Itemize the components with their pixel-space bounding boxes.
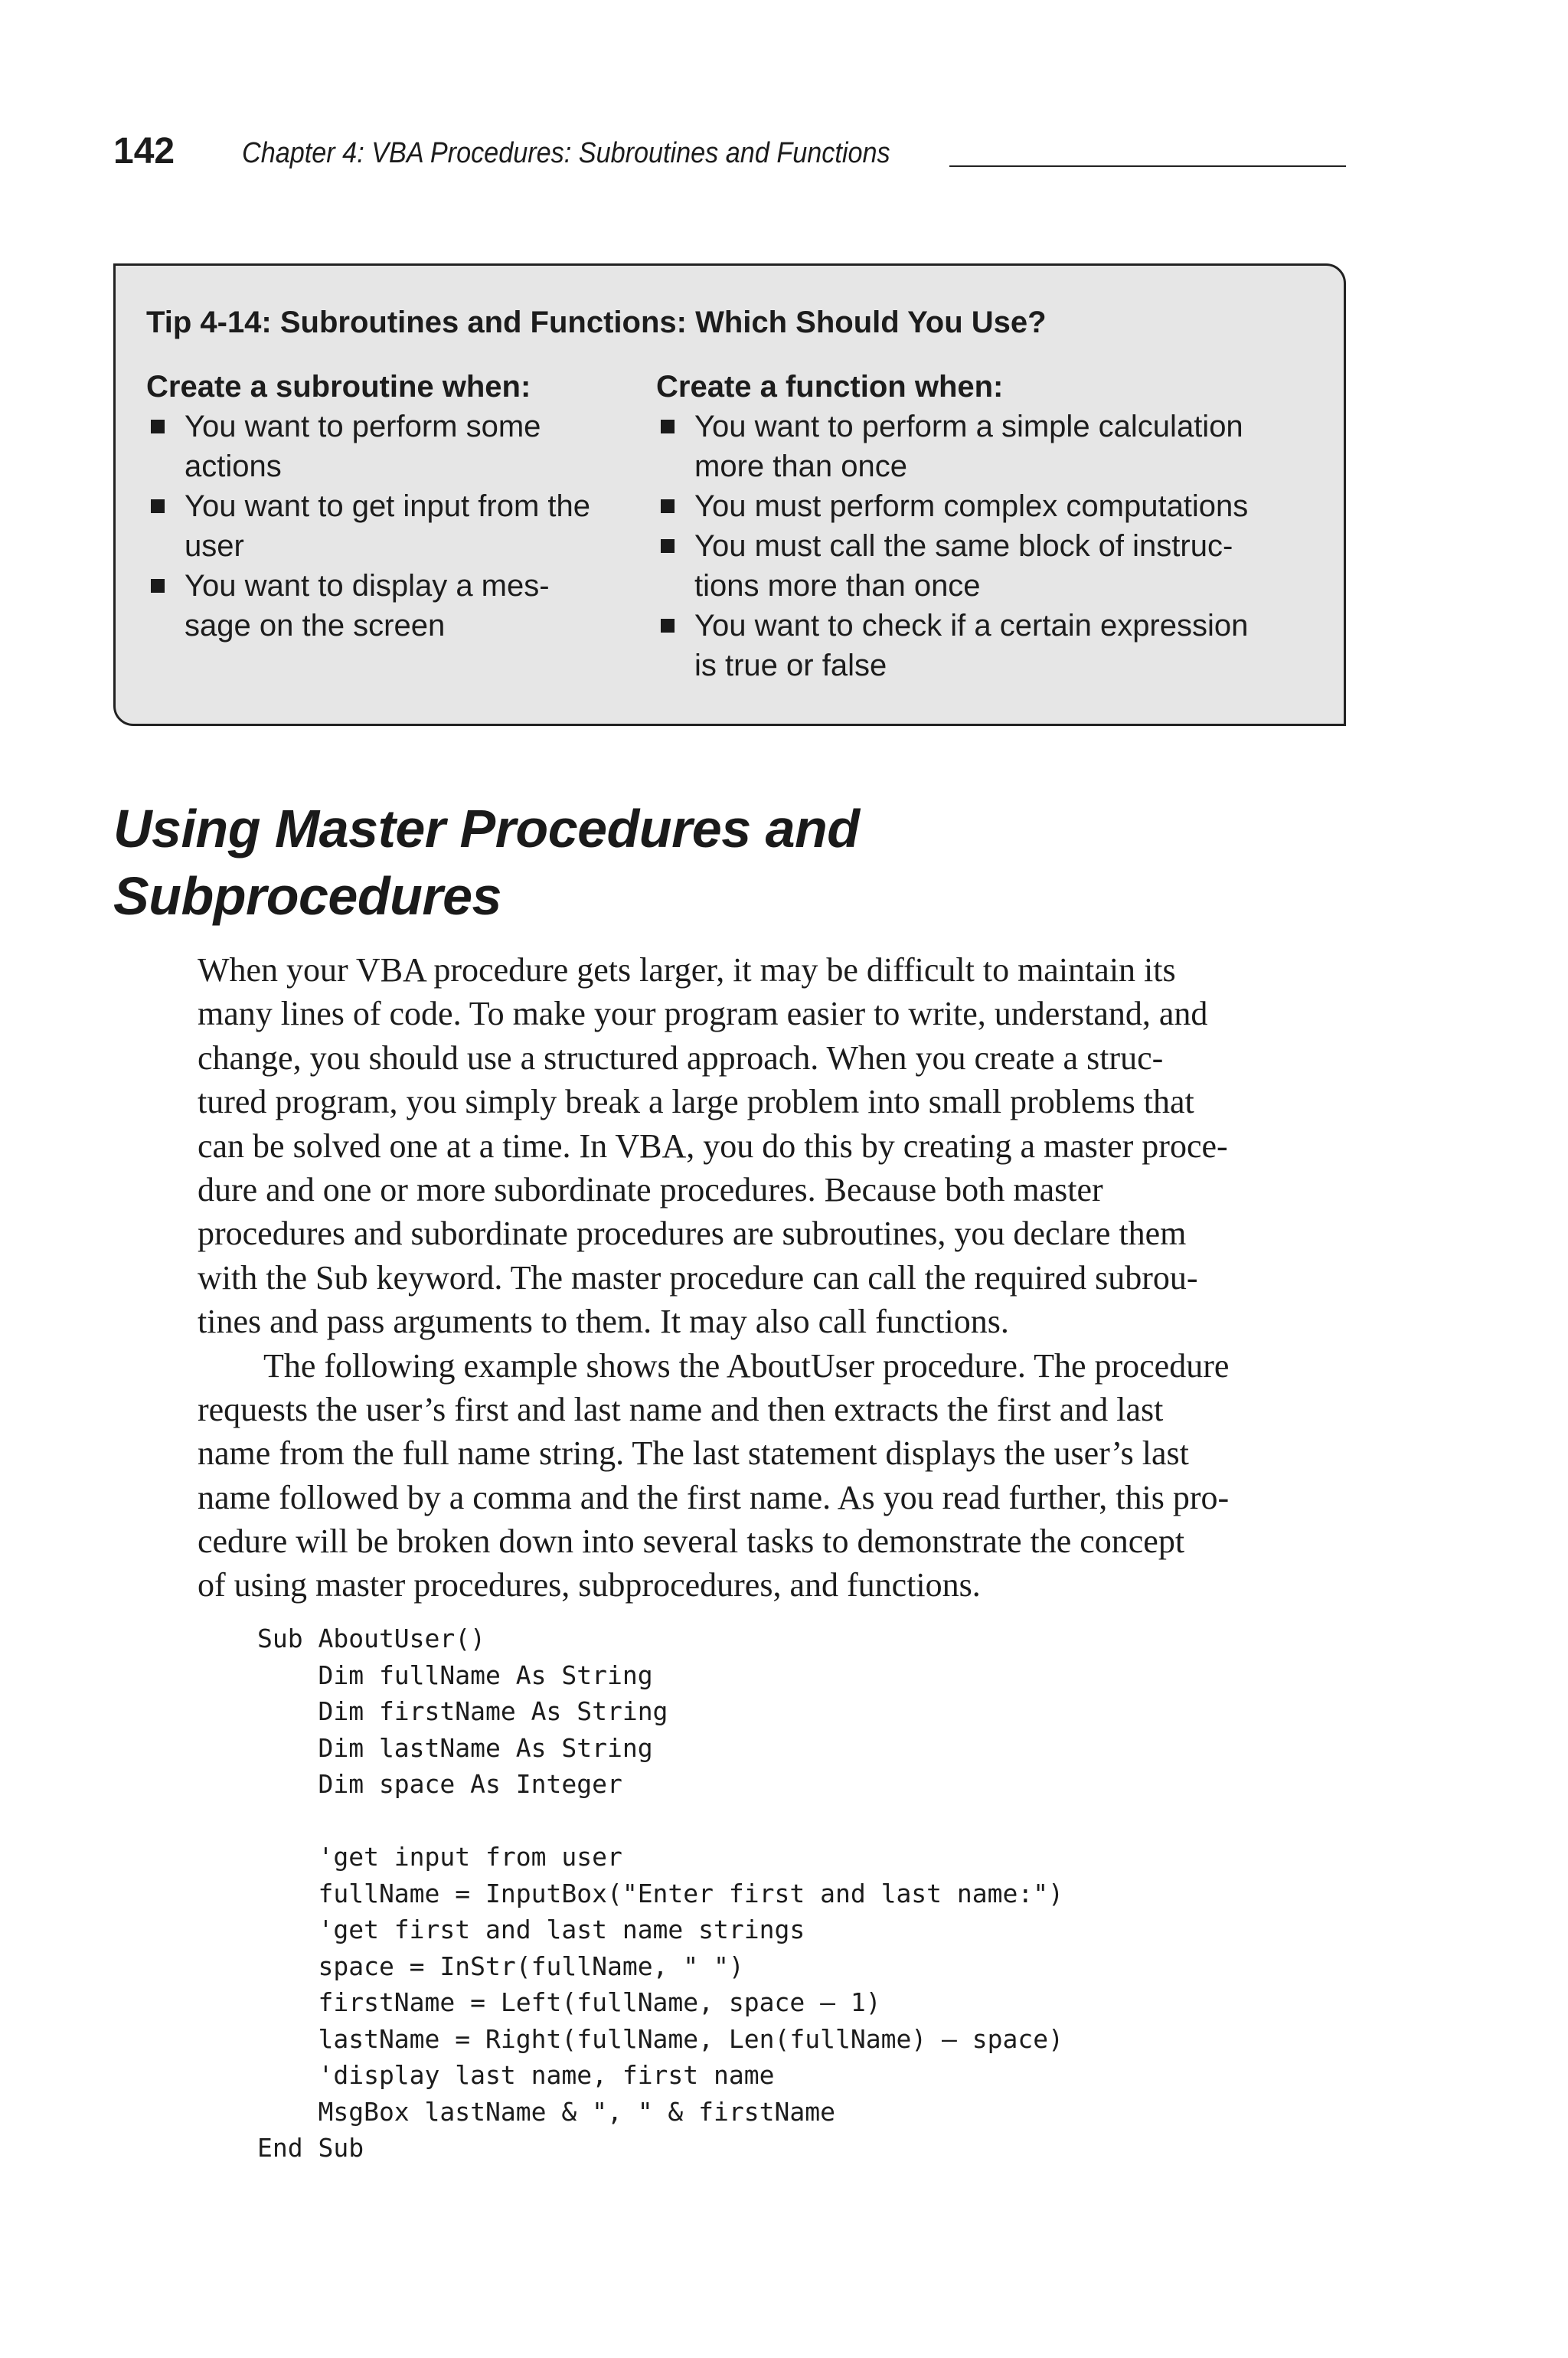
code-line: Dim fullName As String <box>257 1660 653 1690</box>
code-line <box>257 1803 1329 1840</box>
list-item: You want to perform some actions <box>146 407 621 486</box>
code-line: End Sub <box>257 2133 364 2163</box>
square-bullet-icon <box>151 499 165 513</box>
tip-box <box>113 263 1346 726</box>
subroutine-list <box>146 407 621 646</box>
square-bullet-icon <box>661 499 675 513</box>
subroutine-column <box>146 367 621 646</box>
square-bullet-icon <box>661 420 675 433</box>
square-bullet-icon <box>151 420 165 433</box>
code-line: space = InStr(fullName, " ") <box>257 1951 744 1981</box>
chapter-title: Chapter 4: VBA Procedures: Subroutines and Functions <box>242 137 890 169</box>
list-item: You want to get input from the user <box>146 486 621 566</box>
square-bullet-icon <box>151 579 165 593</box>
code-line: Dim lastName As String <box>257 1732 653 1763</box>
square-bullet-icon <box>661 619 675 633</box>
header-rule <box>949 165 1346 167</box>
paragraph: The following example shows the AboutUser procedure. The procedure requests the user’s first and last name and then extracts the first and last name from the full name string. The last statement displays the user’s last name followed by a comma and the first name. As you read further, this pro- cedure will be broken down into several tasks to demonstrate the concept of using master procedures, subprocedures, and functions. <box>198 1346 1230 1604</box>
code-line: Sub AboutUser() <box>257 1624 486 1653</box>
section-heading: Using Master Procedures and Subprocedures <box>113 799 860 926</box>
code-line: MsgBox lastName & ", " & firstName <box>257 2096 835 2127</box>
list-item: You want to perform a simple calculation more than once <box>656 407 1315 486</box>
running-head <box>113 129 1346 175</box>
function-column-heading: Create a function when: <box>656 370 1004 404</box>
code-line: 'get input from user <box>257 1842 622 1872</box>
code-line: 'display last name, first name <box>257 2060 775 2090</box>
code-line: firstName = Left(fullName, space – 1) <box>257 1987 881 2017</box>
code-line: 'get first and last name strings <box>257 1915 805 1944</box>
body-text <box>198 948 1354 1607</box>
list-item: You want to check if a certain expression is true or false <box>656 606 1315 685</box>
tip-title: Tip 4-14: Subroutines and Functions: Which Should You Use? <box>146 306 1047 339</box>
page-number: 142 <box>113 131 175 172</box>
code-line: Dim firstName As String <box>257 1696 668 1726</box>
square-bullet-icon <box>661 539 675 553</box>
list-item: You want to display a mes- sage on the screen <box>146 566 621 646</box>
subroutine-column-heading: Create a subroutine when: <box>146 370 531 404</box>
code-line: fullName = InputBox("Enter first and last name:") <box>257 1878 1063 1908</box>
list-item: You must call the same block of instruc- tions more than once <box>656 526 1315 606</box>
code-line: lastName = Right(fullName, Len(fullName) – space) <box>257 2023 1063 2054</box>
function-column <box>656 367 1315 685</box>
paragraph: When your VBA procedure gets larger, it may be difficult to maintain its many lines of code. To make your program easier to write, understand, and change, you should use a structured approach. When you create a struc- tured program, you simply break a large problem into small problems that can be solved one at a time. In VBA, you do this by creating a master proce- dure and one or more subordinate procedures. Because both master procedures and subordinate procedures are subroutines, you declare them with the Sub keyword. The master procedure can call the required subrou- tines and pass arguments to them. It may also call functions. <box>198 951 1228 1341</box>
code-listing <box>257 1621 1329 2167</box>
function-list <box>656 407 1315 685</box>
list-item: You must perform complex computations <box>656 486 1315 526</box>
code-line: Dim space As Integer <box>257 1769 622 1799</box>
